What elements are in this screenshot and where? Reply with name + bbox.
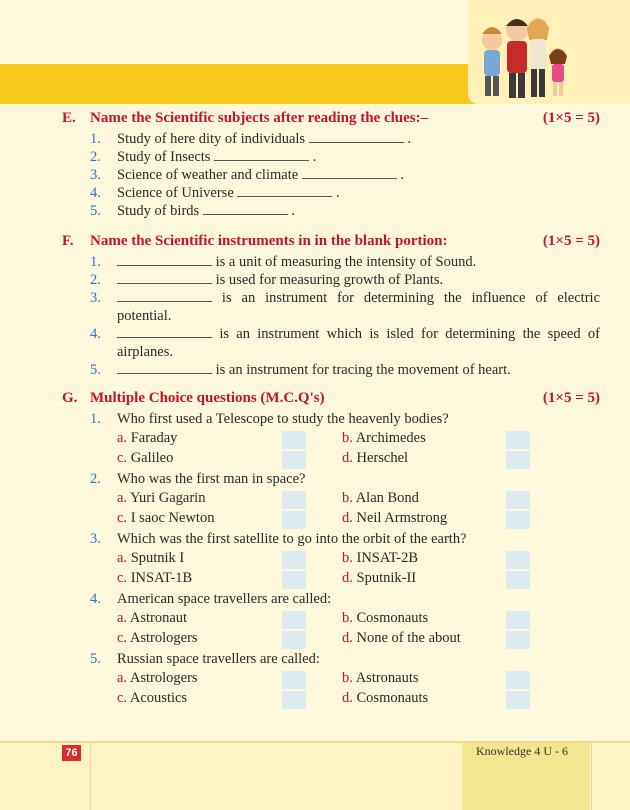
question-text: Who first used a Telescope to study the heavenly bodies? <box>117 411 449 427</box>
option-letter: b. <box>342 610 353 626</box>
option-letter: b. <box>342 490 353 506</box>
question-item <box>62 361 622 379</box>
question-item <box>62 289 622 325</box>
mcq-option-c[interactable] <box>117 690 187 707</box>
option-text: Archimedes <box>355 430 426 446</box>
mcq-option-b[interactable] <box>342 430 426 447</box>
mcq-option-row <box>62 550 622 570</box>
question-number: 5. <box>90 203 101 219</box>
answer-blank[interactable] <box>117 289 212 302</box>
answer-blank[interactable] <box>117 271 212 284</box>
option-text: Cosmonauts <box>356 690 429 706</box>
option-text: Cosmonauts <box>356 610 429 626</box>
question-text: Science of weather and climate <box>117 167 299 183</box>
mcq-option-c[interactable] <box>117 450 173 467</box>
section-g-heading <box>62 390 622 410</box>
question-item <box>62 184 622 202</box>
footer-rule-left <box>90 743 91 810</box>
option-letter: c. <box>117 450 128 466</box>
mcq-question <box>62 530 622 550</box>
question-end: . <box>400 167 405 183</box>
mcq-option-a[interactable] <box>117 550 184 567</box>
option-text: Faraday <box>130 430 178 446</box>
mcq-option-d[interactable] <box>342 690 428 707</box>
option-letter: d. <box>342 570 353 586</box>
answer-box[interactable] <box>282 431 306 449</box>
question-item <box>62 166 622 184</box>
question-number: 2. <box>90 471 101 487</box>
section-marks: (1×5 = 5) <box>542 110 600 126</box>
question-number: 4. <box>90 185 101 201</box>
page-number: 76 <box>62 745 81 761</box>
question-end: . <box>407 131 411 147</box>
mcq-list <box>62 410 622 710</box>
option-letter: d. <box>342 690 353 706</box>
option-text: Yuri Gagarin <box>130 490 206 506</box>
mcq-option-row <box>62 630 622 650</box>
option-letter: b. <box>342 430 353 446</box>
question-number: 3. <box>90 167 101 183</box>
mcq-option-a[interactable] <box>117 670 198 687</box>
answer-box[interactable] <box>282 611 306 629</box>
answer-box[interactable] <box>282 511 306 529</box>
answer-box[interactable] <box>506 451 530 469</box>
mcq-option-c[interactable] <box>117 570 192 587</box>
question-text: is an instrument for determining the influence of electric potential. <box>117 290 600 324</box>
answer-box[interactable] <box>506 611 530 629</box>
option-letter: c. <box>117 690 128 706</box>
mcq-option-d[interactable] <box>342 510 447 527</box>
option-text: Sputnik I <box>130 550 185 566</box>
answer-box[interactable] <box>282 551 306 569</box>
answer-blank[interactable] <box>237 184 332 197</box>
answer-blank[interactable] <box>309 130 404 143</box>
option-letter: a. <box>117 490 128 506</box>
option-letter: a. <box>117 550 128 566</box>
question-number: 4. <box>90 591 101 607</box>
section-title: Name the Scientific instruments in in the blank portion: <box>90 233 448 249</box>
option-text: Sputnik-II <box>356 570 417 586</box>
option-letter: b. <box>342 670 353 686</box>
mcq-option-row <box>62 510 622 530</box>
option-text: Galileo <box>130 450 174 466</box>
answer-box[interactable] <box>282 691 306 709</box>
question-number: 5. <box>90 362 101 378</box>
answer-blank[interactable] <box>302 166 397 179</box>
option-text: INSAT-1B <box>130 570 193 586</box>
answer-box[interactable] <box>506 671 530 689</box>
section-g <box>62 390 622 710</box>
mcq-question <box>62 650 622 670</box>
question-end: . <box>291 203 296 219</box>
cartoon-children-illustration <box>472 8 572 102</box>
section-f-heading <box>62 233 622 253</box>
section-e <box>62 110 622 220</box>
option-text: Astrologers <box>129 670 198 686</box>
option-letter: d. <box>342 510 353 526</box>
mcq-question <box>62 590 622 610</box>
section-marks: (1×5 = 5) <box>542 233 600 249</box>
question-text: Which was the first satellite to go into the orbit of the earth? <box>117 531 467 547</box>
answer-blank[interactable] <box>117 253 212 266</box>
question-number: 3. <box>90 290 101 306</box>
question-text: Russian space travellers are called: <box>117 651 320 667</box>
answer-blank[interactable] <box>203 202 288 215</box>
answer-box[interactable] <box>282 491 306 509</box>
question-text: Science of Universe <box>117 185 234 201</box>
answer-box[interactable] <box>506 691 530 709</box>
footer-rule-right <box>591 743 592 810</box>
section-letter: F. <box>62 233 74 249</box>
question-number: 4. <box>90 326 101 342</box>
question-text: is used for measuring growth of Plants. <box>215 272 444 288</box>
option-text: Alan Bond <box>355 490 419 506</box>
answer-box[interactable] <box>282 451 306 469</box>
mcq-option-c[interactable] <box>117 510 214 527</box>
question-number: 1. <box>90 254 101 270</box>
mcq-option-a[interactable] <box>117 490 205 507</box>
mcq-option-row <box>62 670 622 690</box>
mcq-option-b[interactable] <box>342 610 428 627</box>
option-text: Acoustics <box>129 690 188 706</box>
answer-box[interactable] <box>506 511 530 529</box>
option-letter: b. <box>342 550 353 566</box>
mcq-option-row <box>62 570 622 590</box>
question-item <box>62 130 622 148</box>
mcq-option-a[interactable] <box>117 610 187 627</box>
section-marks: (1×5 = 5) <box>542 390 600 406</box>
question-text: Study of birds <box>117 203 200 219</box>
question-number: 2. <box>90 272 101 288</box>
option-text: Astrologers <box>129 630 198 646</box>
question-end: . <box>312 149 317 165</box>
mcq-option-row <box>62 450 622 470</box>
option-letter: c. <box>117 630 128 646</box>
option-text: None of the about <box>356 630 461 646</box>
book-title: Knowledge 4 U - 6 <box>476 744 568 758</box>
section-letter: E. <box>62 110 76 126</box>
question-item <box>62 271 622 289</box>
section-title: Multiple Choice questions (M.C.Q's) <box>90 390 325 406</box>
question-number: 1. <box>90 131 101 147</box>
question-item <box>62 148 622 166</box>
question-number: 3. <box>90 531 101 547</box>
question-text: Who was the first man in space? <box>117 471 306 487</box>
answer-box[interactable] <box>282 571 306 589</box>
option-text: I saoc Newton <box>130 510 215 526</box>
question-text: Study of Insects <box>117 149 211 165</box>
answer-blank[interactable] <box>214 148 309 161</box>
answer-box[interactable] <box>506 491 530 509</box>
answer-box[interactable] <box>506 631 530 649</box>
answer-blank[interactable] <box>117 361 212 374</box>
question-text: is an instrument for tracing the movement of heart. <box>215 362 511 378</box>
mcq-option-c[interactable] <box>117 630 198 647</box>
mcq-option-d[interactable] <box>342 450 408 467</box>
answer-box[interactable] <box>282 631 306 649</box>
answer-box[interactable] <box>282 671 306 689</box>
answer-box[interactable] <box>506 551 530 569</box>
section-f <box>62 233 622 379</box>
question-item <box>62 325 622 361</box>
section-e-heading <box>62 110 622 130</box>
mcq-option-row <box>62 430 622 450</box>
question-item <box>62 202 622 220</box>
mcq-question <box>62 410 622 430</box>
mcq-question <box>62 470 622 490</box>
option-text: Herschel <box>356 450 409 466</box>
mcq-option-b[interactable] <box>342 490 419 507</box>
option-letter: a. <box>117 430 128 446</box>
question-text: is an instrument which is isled for determining the speed of airplanes. <box>117 326 601 360</box>
option-text: Astronauts <box>355 670 419 686</box>
option-letter: a. <box>117 670 128 686</box>
mcq-option-row <box>62 690 622 710</box>
option-letter: c. <box>117 510 128 526</box>
mcq-option-b[interactable] <box>342 550 418 567</box>
question-number: 5. <box>90 651 101 667</box>
mcq-option-a[interactable] <box>117 430 177 447</box>
answer-box[interactable] <box>506 571 530 589</box>
mcq-option-b[interactable] <box>342 670 419 687</box>
question-number: 1. <box>90 411 101 427</box>
mcq-option-row <box>62 490 622 510</box>
option-text: Astronaut <box>129 610 188 626</box>
mcq-option-d[interactable] <box>342 570 416 587</box>
option-letter: a. <box>117 610 128 626</box>
option-letter: c. <box>117 570 128 586</box>
question-text: is a unit of measuring the intensity of Sound. <box>215 254 477 270</box>
question-end: . <box>336 185 340 201</box>
question-item <box>62 253 622 271</box>
option-text: Neil Armstrong <box>356 510 448 526</box>
question-number: 2. <box>90 149 101 165</box>
option-text: INSAT-2B <box>356 550 419 566</box>
answer-box[interactable] <box>506 431 530 449</box>
mcq-option-row <box>62 610 622 630</box>
option-letter: d. <box>342 450 353 466</box>
mcq-option-d[interactable] <box>342 630 461 647</box>
question-text: Study of here dity of individuals <box>117 131 306 147</box>
question-text: American space travellers are called: <box>117 591 332 607</box>
option-letter: d. <box>342 630 353 646</box>
section-letter: G. <box>62 390 78 406</box>
section-title: Name the Scientific subjects after reading the clues:– <box>90 110 429 126</box>
answer-blank[interactable] <box>117 325 212 338</box>
